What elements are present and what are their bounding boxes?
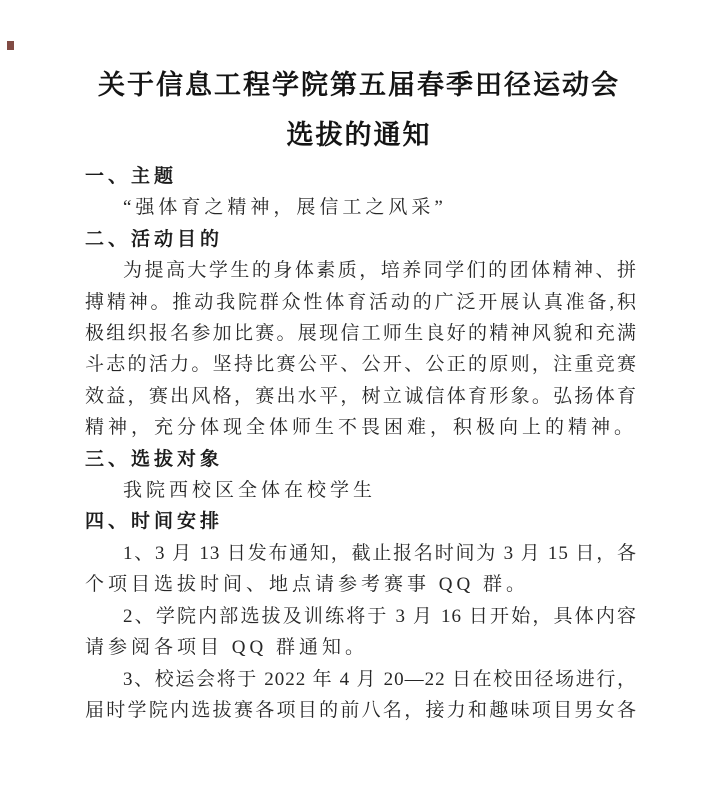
document-body <box>85 161 637 726</box>
body-line: 届时学院内选拔赛各项目的前八名，接力和趣味项目男女各 <box>85 699 637 721</box>
body-line: 极组织报名参加比赛。展现信工师生良好的精神风貌和充满 <box>85 323 637 345</box>
body-line: “强体育之精神，展信工之风采” <box>123 197 447 219</box>
section-heading: 四、时间安排 <box>85 511 224 533</box>
body-line: 精神，充分体现全体师生不畏困难，积极向上的精神。 <box>85 417 638 439</box>
body-line: 效益，赛出风格，赛出水平，树立诚信体育形象。弘扬体育 <box>85 385 637 407</box>
title-line-1: 关于信息工程学院第五届春季田径运动会 <box>98 70 620 100</box>
section-heading: 一、主题 <box>85 166 178 187</box>
body-line: 斗志的活力。坚持比赛公平、公开、公正的原则，注重竞赛 <box>85 354 637 376</box>
body-line: 请参阅各项目 QQ 群通知。 <box>85 637 368 659</box>
document-title <box>0 60 718 160</box>
scan-artifact-mark <box>7 41 14 50</box>
body-line: 个项目选拔时间、地点请参考赛事 QQ 群。 <box>85 574 529 596</box>
body-line: 1、3 月 13 日发布通知，截止报名时间为 3 月 15 日，各 <box>123 542 637 564</box>
body-line: 为提高大学生的身体素质，培养同学们的团体精神、拼 <box>123 260 637 282</box>
section-heading: 三、选拔对象 <box>85 448 224 470</box>
body-line: 2、学院内部选拔及训练将于 3 月 16 日开始，具体内容 <box>123 605 637 627</box>
body-line: 3、校运会将于 2022 年 4 月 20—22 日在校田径场进行， <box>123 668 637 690</box>
title-line-2: 选拔的通知 <box>286 120 432 150</box>
body-line: 我院西校区全体在校学生 <box>123 480 377 502</box>
body-line: 搏精神。推动我院群众性体育活动的广泛开展认真准备,积 <box>85 291 637 313</box>
section-heading: 二、活动目的 <box>85 228 224 250</box>
